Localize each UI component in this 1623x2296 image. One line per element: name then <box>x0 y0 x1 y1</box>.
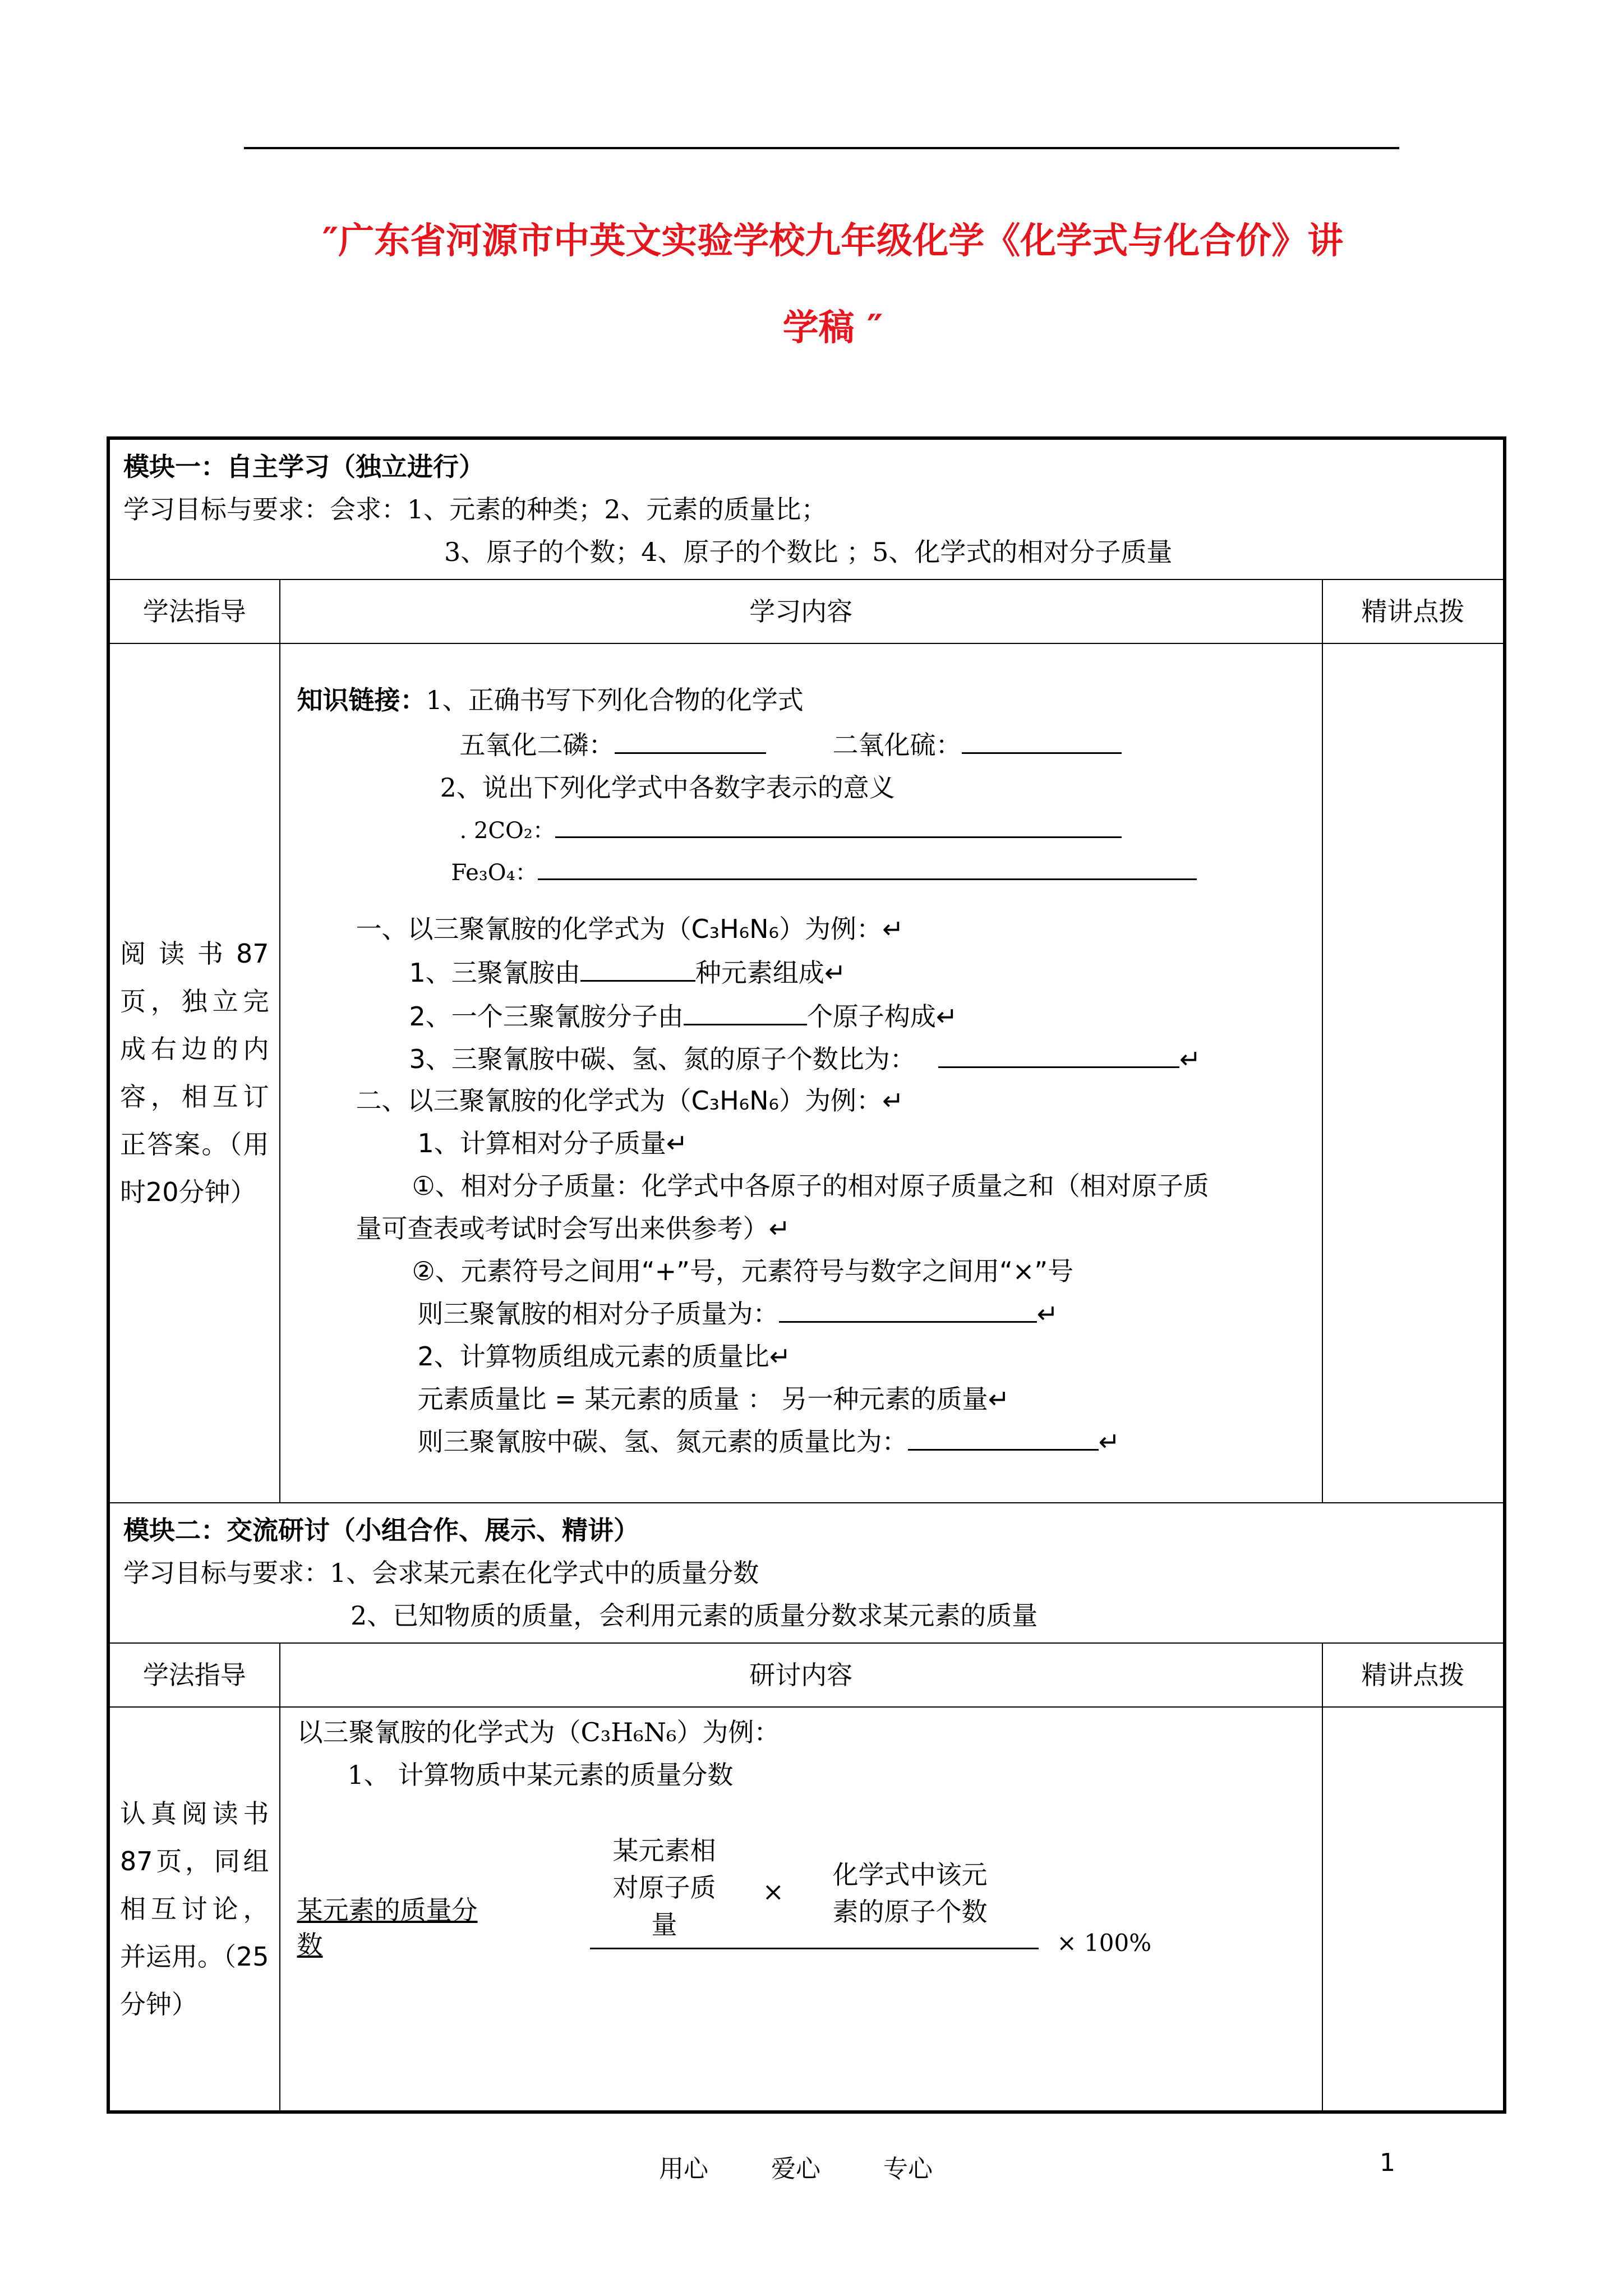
module2-goal-line2: 2、已知物质的质量，会利用元素的质量分数求某元素的质量 <box>351 1600 1038 1631</box>
section2-note1a: ①、相对分子质量：化学式中各原子的相对原子质量之和（相对原子质 <box>412 1171 1209 1201</box>
s1-q2-blank <box>684 998 807 1025</box>
times-100-percent: × 100% <box>1057 1929 1152 1957</box>
num2-line1: 化学式中该元 <box>832 1860 988 1890</box>
module2-heading: 模块二：交流研讨（小组合作、展示、精讲） <box>123 1515 639 1545</box>
module1-goal-line1: 学习目标与要求：会求：1、元素的种类；2、元素的质量比； <box>123 494 827 524</box>
section2-calc: 则三聚氰胺的相对分子质量为： ↵ <box>418 1292 1059 1335</box>
section2-ratio: 则三聚氰胺中碳、氢、氮元素的质量比为： ↵ <box>418 1420 1121 1463</box>
module2-guide-cell <box>108 1707 280 2112</box>
module2-goal-line1: 学习目标与要求：1、会求某元素在化学式中的质量分数 <box>123 1558 759 1588</box>
num2-line2: 素的原子个数 <box>832 1897 988 1927</box>
s1-q3-blank <box>938 1041 1179 1068</box>
s1-q1-text-a: 1、三聚氰胺由 <box>409 958 580 988</box>
num1-line3: 量 <box>651 1910 677 1940</box>
module1-goal-line2: 3、原子的个数；4、原子的个数比 ；5、化学式的相对分子质量 <box>444 537 1173 567</box>
worksheet-table <box>107 436 1506 2114</box>
knowledge-link-q2: 2、说出下列化学式中各数字表示的意义 <box>440 772 895 803</box>
so2-label: 二氧化硫： <box>832 730 962 760</box>
knowledge-link-label: 知识链接： <box>297 685 426 715</box>
module2-content-cell <box>280 1707 1322 2112</box>
s2-ratio-text: 则三聚氰胺中碳、氢、氮元素的质量比为： <box>417 1427 908 1457</box>
module2-header <box>108 1503 1505 1643</box>
module2-col-content: 研讨内容 <box>280 1643 1322 1707</box>
module1-col-guide: 学法指导 <box>108 579 280 643</box>
p2o5-label: 五氧化二磷： <box>459 730 615 760</box>
section2-note1b: 量可查表或考试时会写出来供参考）↵ <box>356 1213 791 1244</box>
module1-content-cell <box>280 643 1322 1503</box>
section1-title: 一、以三聚氰胺的化学式为（C₃H₆N₆）为例：↵ <box>356 914 904 944</box>
module1-col-content: 学习内容 <box>280 579 1322 643</box>
s2-ratio-blank <box>908 1423 1099 1451</box>
so2-blank <box>962 726 1122 754</box>
p2o5-prompt <box>460 724 766 766</box>
module2-col-notes: 精讲点拨 <box>1322 1643 1505 1707</box>
knowledge-link <box>297 679 804 721</box>
mass-fraction-label-2: 数 <box>297 1930 323 1960</box>
fe3o4-prompt <box>451 852 1197 894</box>
module1-guide-cell <box>108 643 280 1503</box>
top-rule <box>244 147 1399 149</box>
s1-q1-text-b: 种元素组成↵ <box>695 958 846 988</box>
module2-intro: 以三聚氰胺的化学式为（C₃H₆N₆）为例： <box>297 1717 780 1747</box>
knowledge-link-q1: 1、正确书写下列化合物的化学式 <box>426 685 804 715</box>
co2-label: . 2CO₂： <box>459 818 555 844</box>
s1-q2-text-b: 个原子构成↵ <box>806 1001 958 1032</box>
p2o5-blank <box>615 726 766 754</box>
module1-col-notes: 精讲点拨 <box>1322 579 1505 643</box>
module2-notes-cell <box>1322 1707 1505 2112</box>
footer-word-3: 专心 <box>883 2155 933 2183</box>
module1-heading: 模块一：自主学习（独立进行） <box>123 452 485 482</box>
numerator-atomic-mass <box>592 1832 737 1943</box>
fe3o4-label: Fe₃O₄： <box>451 860 538 886</box>
mass-fraction-label-1: 某元素的质量分 <box>297 1895 478 1925</box>
footer-word-2: 爱心 <box>771 2155 820 2183</box>
section2-q1: 1、计算相对分子质量↵ <box>417 1128 688 1158</box>
module2-col-guide: 学法指导 <box>108 1643 280 1707</box>
module1-notes-cell <box>1322 643 1505 1503</box>
page-title-line1: ″广东省河源市中英文实验学校九年级化学《化学式与化合价》讲 <box>322 220 1344 262</box>
section2-formula: 元素质量比 = 某元素的质量 ： 另一种元素的质量↵ <box>417 1384 1010 1414</box>
numerator-atom-count <box>833 1856 988 1930</box>
module2-guide-text: 认真阅读书87页，同组相互讨论，并运用。（25分钟） <box>120 1798 269 2019</box>
s2-calc-blank <box>779 1295 1037 1323</box>
mass-fraction-label <box>297 1893 478 1962</box>
page-title-line2: 学稿 ″ <box>782 307 883 349</box>
s1-q3-text: 3、三聚氰胺中碳、氢、氮的原子个数比为： <box>409 1044 916 1074</box>
section2-note2: ②、元素符号之间用“+”号，元素符号与数字之间用“×”号 <box>412 1256 1074 1286</box>
times-sign: × <box>762 1876 785 1907</box>
num1-line2: 对原子质 <box>612 1872 716 1903</box>
co2-blank <box>555 811 1122 838</box>
module1-guide-text: 阅读书87页，独立完成右边的内容，相互订正答案。（用时20分钟） <box>120 938 269 1207</box>
section1-q1 <box>409 951 846 994</box>
s1-q2-text-a: 2、一个三聚氰胺分子由 <box>409 1001 684 1032</box>
module2-q1: 1、 计算物质中某元素的质量分数 <box>347 1760 734 1790</box>
co2-prompt <box>460 809 1122 852</box>
s1-q1-blank <box>580 954 695 982</box>
section1-q2 <box>409 995 958 1038</box>
page-number: 1 <box>1380 2148 1395 2177</box>
footer-word-1: 用心 <box>659 2155 708 2183</box>
section2-q2: 2、计算物质组成元素的质量比↵ <box>417 1341 791 1372</box>
section2-title: 二、以三聚氰胺的化学式为（C₃H₆N₆）为例：↵ <box>356 1085 904 1116</box>
num1-line1: 某元素相 <box>612 1835 716 1866</box>
s2-calc-text: 则三聚氰胺的相对分子质量为： <box>417 1299 779 1329</box>
fraction-bar <box>590 1948 1039 1949</box>
module1-header <box>108 438 1505 579</box>
fe3o4-blank <box>538 853 1197 880</box>
so2-prompt <box>833 724 1122 766</box>
section1-q3: 3、三聚氰胺中碳、氢、氮的原子个数比为： ↵ <box>409 1038 1201 1080</box>
